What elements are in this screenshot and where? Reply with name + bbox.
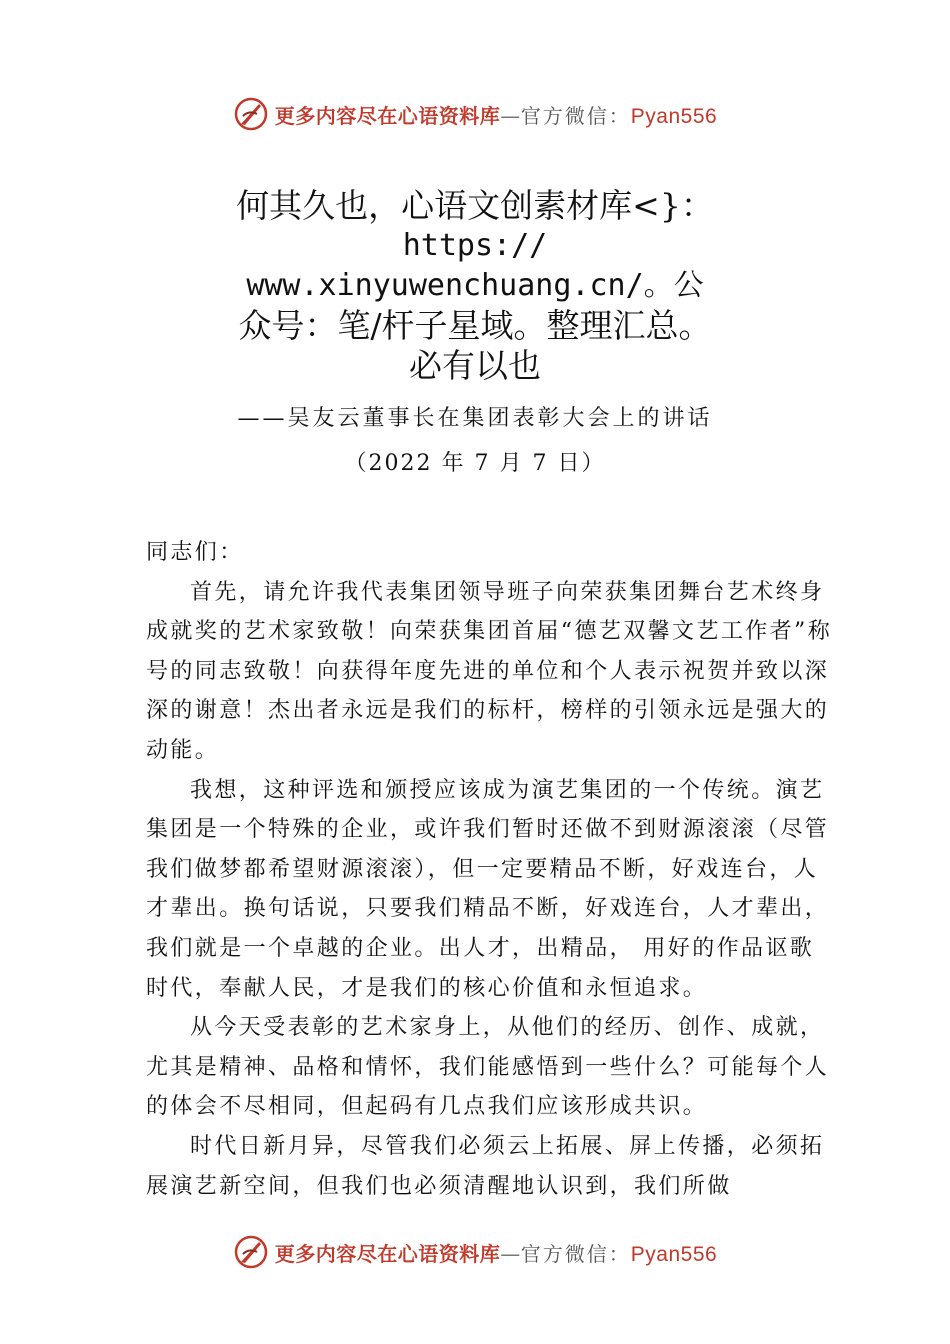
document-title xyxy=(200,186,750,386)
banner-dash: — xyxy=(500,103,521,128)
paragraph-4: 时代日新月异，尽管我们必须云上拓展、屏上传播，必须拓展演艺新空间，但我们也必须清醒地认识到，我们所做 xyxy=(146,1133,825,1199)
banner-wechat-label: 官方微信： xyxy=(520,1241,631,1266)
banner-wechat-id: Pyan556 xyxy=(630,104,718,128)
greeting: 同志们： xyxy=(146,540,244,565)
paragraph-1: 首先，请允许我代表集团领导班子向荣获集团舞台艺术终身成就奖的艺术家致敬！向荣获集团首届“德艺双馨文艺工作者”称号的同志致敬！向获得年度先进的单位和个人表示祝贺并致以深深的谢意！杰出者永远是我们的标杆，榜样的引领永远是强大的动能。 xyxy=(146,579,833,763)
document-date: （2022 年 7 月 7 日） xyxy=(344,451,606,476)
title-line-5: 必有以也 xyxy=(409,346,541,385)
quill-seal-icon xyxy=(233,1234,269,1270)
banner-dash: — xyxy=(500,1241,521,1266)
banner-text xyxy=(275,100,717,129)
title-line-4: 众号：笔/杆子星域。整理汇总。 xyxy=(238,306,712,345)
banner-site: 更多内容尽在心语资料库 xyxy=(274,1241,501,1266)
footer-banner xyxy=(0,1232,950,1272)
banner-wechat-label: 官方微信： xyxy=(520,103,631,128)
paragraph-2: 我想，这种评选和颁授应该成为演艺集团的一个传统。演艺集团是一个特殊的企业，或许我们暂时还做不到财源滚滚（尽管我们做梦都希望财源滚滚），但一定要精品不断，好戏连台，人才辈出。换句话说，只要我们精品不断，好戏连台，人才辈出，我们就是一个卓越的企业。出人才，出精品， 用好的作品讴歌时代，奉献人民，才是我们的核心价值和永恒追求。 xyxy=(146,777,830,1001)
paragraph-3: 从今天受表彰的艺术家身上，从他们的经历、创作、成就，尤其是精神、品格和情怀，我们能感悟到一些什么？可能每个人的体会不尽相同，但起码有几点我们应该形成共识。 xyxy=(146,1015,830,1120)
banner-wechat-id: Pyan556 xyxy=(630,1242,718,1266)
quill-seal-icon xyxy=(233,96,269,132)
header-banner xyxy=(0,94,950,134)
banner-site: 更多内容尽在心语资料库 xyxy=(274,103,501,128)
title-line-1: 何其久也，心语文创素材库<}： xyxy=(236,186,714,225)
banner-text xyxy=(275,1238,717,1267)
title-line-2: https:// xyxy=(402,228,548,263)
document-body xyxy=(146,533,836,1206)
document-subtitle: ——吴友云董事长在集团表彰大会上的讲话 xyxy=(237,406,713,431)
title-line-3: www.xinyuwenchuang.cn/。公 xyxy=(246,268,704,303)
